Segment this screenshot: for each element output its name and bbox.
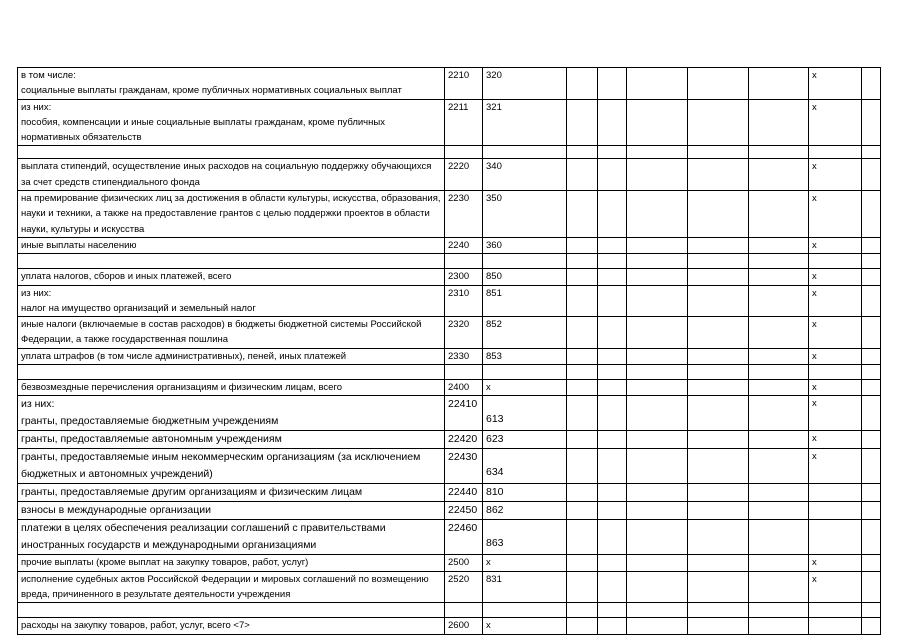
budget-table-sheet bbox=[17, 67, 880, 635]
row-mark: x bbox=[809, 99, 862, 146]
row-code: 2520 bbox=[445, 571, 483, 603]
table-row bbox=[18, 68, 881, 100]
row-text: социальные выплаты гражданам, кроме публичных нормативных социальных выплат bbox=[21, 85, 402, 97]
table-row bbox=[18, 237, 881, 253]
row-mark: x bbox=[809, 68, 862, 100]
row-kosgu: 321 bbox=[483, 99, 567, 146]
table-row bbox=[18, 502, 881, 520]
row-kosgu: 831 bbox=[483, 571, 567, 603]
row-code: 2240 bbox=[445, 237, 483, 253]
row-kosgu: 862 bbox=[483, 502, 567, 520]
row-description: иные налоги (включаемые в состав расходов) в бюджеты бюджетной системы Российской Федерации, а также государственная пошлина bbox=[18, 317, 445, 349]
row-code: 2600 bbox=[445, 618, 483, 634]
row-text: гранты, предоставляемые бюджетным учреждениям bbox=[21, 415, 279, 428]
row-code: 2320 bbox=[445, 317, 483, 349]
row-mark: x bbox=[809, 449, 862, 484]
row-text: пособия, компенсации и иные социальные выплаты гражданам, кроме публичных нормативных обязательств bbox=[21, 116, 385, 144]
table-row bbox=[18, 99, 881, 146]
row-description bbox=[18, 285, 445, 317]
row-description: иные выплаты населению bbox=[18, 237, 445, 253]
row-kosgu: x bbox=[483, 618, 567, 634]
row-description: гранты, предоставляемые иным некоммерческим организациям (за исключением бюджетных и автономных учреждений) bbox=[18, 449, 445, 484]
row-mark: x bbox=[809, 269, 862, 285]
row-code: 2500 bbox=[445, 555, 483, 571]
table-row bbox=[18, 317, 881, 349]
row-kosgu: x bbox=[483, 380, 567, 396]
row-prefix: из них: bbox=[21, 398, 55, 411]
row-code: 2230 bbox=[445, 191, 483, 238]
row-mark bbox=[809, 520, 862, 555]
row-code: 2310 bbox=[445, 285, 483, 317]
row-description bbox=[18, 99, 445, 146]
row-kosgu: 623 bbox=[483, 431, 567, 449]
row-code: 22410 bbox=[445, 396, 483, 431]
row-kosgu-value: 613 bbox=[486, 413, 504, 426]
row-description bbox=[18, 68, 445, 100]
row-mark: x bbox=[809, 191, 862, 238]
row-description: гранты, предоставляемые автономным учреждениям bbox=[18, 431, 445, 449]
table-row bbox=[18, 191, 881, 238]
row-prefix: из них: bbox=[21, 101, 52, 113]
table-row bbox=[18, 520, 881, 555]
row-text: налог на имущество организаций и земельный налог bbox=[21, 302, 256, 314]
table-row bbox=[18, 159, 881, 191]
row-kosgu: 850 bbox=[483, 269, 567, 285]
row-mark: x bbox=[809, 571, 862, 603]
row-description: взносы в международные организации bbox=[18, 502, 445, 520]
row-code: 22420 bbox=[445, 431, 483, 449]
table-row bbox=[18, 618, 881, 634]
row-mark: x bbox=[809, 285, 862, 317]
row-kosgu: 810 bbox=[483, 484, 567, 502]
table-row bbox=[18, 555, 881, 571]
row-mark: x bbox=[809, 431, 862, 449]
row-prefix: из них: bbox=[21, 287, 52, 299]
table-row bbox=[18, 348, 881, 364]
row-description bbox=[18, 396, 445, 431]
row-kosgu bbox=[483, 449, 567, 484]
table-row bbox=[18, 431, 881, 449]
table-row bbox=[18, 285, 881, 317]
row-prefix: в том числе: bbox=[21, 70, 76, 81]
table-row bbox=[18, 449, 881, 484]
row-code: 2330 bbox=[445, 348, 483, 364]
row-mark bbox=[809, 484, 862, 502]
row-mark: x bbox=[809, 317, 862, 349]
row-code: 2220 bbox=[445, 159, 483, 191]
row-description: безвозмездные перечисления организациям и физическим лицам, всего bbox=[18, 380, 445, 396]
table-row bbox=[18, 396, 881, 431]
row-mark: x bbox=[809, 396, 862, 431]
row-code: 2210 bbox=[445, 68, 483, 100]
row-mark: x bbox=[809, 380, 862, 396]
row-code: 2300 bbox=[445, 269, 483, 285]
row-mark: x bbox=[809, 237, 862, 253]
row-description: уплата налогов, сборов и иных платежей, всего bbox=[18, 269, 445, 285]
row-code: 22440 bbox=[445, 484, 483, 502]
row-kosgu: 360 bbox=[483, 237, 567, 253]
row-description: прочие выплаты (кроме выплат на закупку товаров, работ, услуг) bbox=[18, 555, 445, 571]
row-mark bbox=[809, 618, 862, 634]
row-code: 2400 bbox=[445, 380, 483, 396]
row-description: на премирование физических лиц за достижения в области культуры, искусства, образования, науки и техники, а также на предоставление грантов с целью поддержки проектов в области науки, культуры и искусства bbox=[18, 191, 445, 238]
row-kosgu-value: 863 bbox=[486, 537, 504, 550]
row-description: выплата стипендий, осуществление иных расходов на социальную поддержку обучающихся за счет средств стипендиального фонда bbox=[18, 159, 445, 191]
row-description: платежи в целях обеспечения реализации соглашений с правительствами иностранных государств и международными организациями bbox=[18, 520, 445, 555]
row-mark: x bbox=[809, 348, 862, 364]
row-code: 22430 bbox=[445, 449, 483, 484]
empty-row bbox=[18, 146, 881, 159]
row-description: расходы на закупку товаров, работ, услуг, всего <7> bbox=[18, 618, 445, 634]
empty-row bbox=[18, 254, 881, 269]
row-mark: x bbox=[809, 159, 862, 191]
budget-table bbox=[17, 67, 881, 635]
row-kosgu: 350 bbox=[483, 191, 567, 238]
row-code: 2211 bbox=[445, 99, 483, 146]
row-kosgu bbox=[483, 396, 567, 431]
table-row bbox=[18, 380, 881, 396]
table-row bbox=[18, 571, 881, 603]
empty-row bbox=[18, 603, 881, 618]
row-kosgu: 340 bbox=[483, 159, 567, 191]
row-description: исполнение судебных актов Российской Федерации и мировых соглашений по возмещению вреда, причиненного в результате деятельности учреждения bbox=[18, 571, 445, 603]
row-kosgu: x bbox=[483, 555, 567, 571]
row-description: гранты, предоставляемые другим организациям и физическим лицам bbox=[18, 484, 445, 502]
table-row bbox=[18, 484, 881, 502]
row-kosgu: 320 bbox=[483, 68, 567, 100]
row-mark: x bbox=[809, 555, 862, 571]
table-row bbox=[18, 269, 881, 285]
row-kosgu bbox=[483, 520, 567, 555]
row-kosgu: 853 bbox=[483, 348, 567, 364]
row-code: 22460 bbox=[445, 520, 483, 555]
row-kosgu: 852 bbox=[483, 317, 567, 349]
row-code: 22450 bbox=[445, 502, 483, 520]
empty-row bbox=[18, 365, 881, 380]
row-mark bbox=[809, 502, 862, 520]
row-description: уплата штрафов (в том числе административных), пеней, иных платежей bbox=[18, 348, 445, 364]
row-kosgu: 851 bbox=[483, 285, 567, 317]
row-kosgu-value: 634 bbox=[486, 466, 504, 479]
